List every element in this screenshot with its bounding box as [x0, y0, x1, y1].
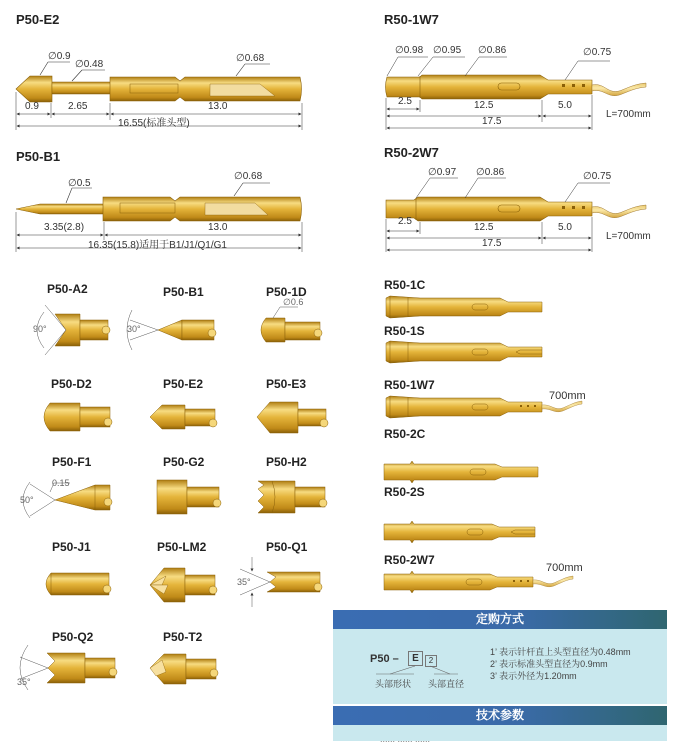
p50-e2-len-total: 16.55(标准头型) [118, 118, 190, 129]
tip-1d-diameter: ∅0.6 [283, 297, 304, 307]
r50-2w7-title: R50-2W7 [384, 145, 439, 160]
r50-2w7-dia-3: ∅0.75 [583, 171, 612, 182]
p50-b1-len-total: 16.35(15.8)适用于B1/J1/Q1/G1 [88, 240, 227, 251]
receptacle-title-2s: R50-2S [384, 485, 425, 499]
r50-1w7-title: R50-1W7 [384, 12, 439, 27]
r50-2w7-len-3: 5.0 [558, 222, 572, 233]
order-note-2: 2’ 表示标准头型直径为0.9mm [490, 659, 608, 669]
receptacle-1w7-wire-length: 700mm [549, 390, 586, 402]
order-label-diameter: 头部直径 [428, 679, 465, 689]
tip-title-b1: P50-B1 [163, 285, 204, 299]
r50-1w7-dia-2: ∅0.95 [433, 45, 462, 56]
r50-1w7-len-total: 17.5 [482, 116, 502, 127]
receptacle-2c-drawing [370, 455, 570, 485]
tip-lm2-drawing [140, 558, 230, 608]
tip-title-e3: P50-E3 [266, 377, 307, 391]
order-note-3: 3’ 表示外径为1.20mm [490, 671, 577, 681]
p50-b1-dia-plunger: ∅0.5 [68, 178, 91, 189]
tip-a2-angle: 90° [33, 324, 47, 334]
receptacle-title-1c: R50-1C [384, 278, 426, 292]
r50-2w7-len-total: 17.5 [482, 238, 502, 249]
tip-h2-drawing [250, 475, 335, 525]
p50-e2-len-head: 0.9 [25, 101, 39, 112]
order-code-prefix: P50 – [370, 653, 399, 665]
order-code-shape-box: E [408, 651, 423, 666]
tip-title-g2: P50-G2 [163, 455, 205, 469]
tip-g2-drawing [150, 475, 230, 525]
r50-1w7-dia-4: ∅0.75 [583, 47, 612, 58]
p50-e2-dia-head: ∅0.9 [48, 51, 71, 62]
receptacle-2s-drawing [370, 515, 570, 545]
p50-e2-title: P50-E2 [16, 12, 60, 27]
tip-j1-drawing [35, 565, 115, 605]
order-code-leaders [330, 600, 470, 680]
r50-1w7-wire-length: L=700mm [606, 109, 651, 120]
tip-q2-angle: 35° [17, 677, 31, 687]
p50-b1-title: P50-B1 [16, 149, 61, 164]
tip-title-q1: P50-Q1 [266, 540, 308, 554]
receptacle-2w7-wire-length: 700mm [546, 562, 583, 574]
r50-2w7-len-1: 2.5 [398, 216, 412, 227]
tip-title-d2: P50-D2 [51, 377, 92, 391]
r50-1w7-len-3: 5.0 [558, 100, 572, 111]
tip-1d-drawing [240, 300, 330, 360]
r50-2w7-drawing [370, 140, 687, 270]
tip-b1-angle: 30° [127, 324, 141, 334]
receptacle-title-1w7: R50-1W7 [384, 378, 435, 392]
ordering-header: 定购方式 [333, 610, 667, 629]
order-code-dia-box: 2 [425, 655, 437, 667]
r50-2w7-len-2: 12.5 [474, 222, 494, 233]
p50-b1-len-plunger: 3.35(2.8) [44, 222, 85, 233]
receptacle-title-2c: R50-2C [384, 427, 426, 441]
tip-title-h2: P50-H2 [266, 455, 307, 469]
p50-b1-len-barrel: 13.0 [208, 222, 228, 233]
p50-e2-dia-barrel: ∅0.68 [236, 53, 265, 64]
tip-e2-drawing [140, 395, 230, 445]
p50-e2-len-barrel: 13.0 [208, 101, 228, 112]
tip-title-j1: P50-J1 [52, 540, 91, 554]
r50-2w7-dia-1: ∅0.97 [428, 167, 457, 178]
tip-title-lm2: P50-LM2 [157, 540, 207, 554]
tip-title-t2: P50-T2 [163, 630, 203, 644]
r50-1w7-len-1: 2.5 [398, 96, 412, 107]
p50-e2-len-plunger: 2.65 [68, 101, 88, 112]
p50-e2-dia-plunger: ∅0.48 [75, 59, 104, 70]
receptacle-1c-drawing [370, 290, 570, 320]
tip-title-a2: P50-A2 [47, 282, 88, 296]
tip-q2-drawing [10, 650, 120, 700]
tech-params-partial-row: ...... ...... ...... [380, 734, 431, 744]
order-note-1: 1’ 表示针杆直上头型直径为0.48mm [490, 647, 631, 657]
tip-a2-drawing [0, 300, 120, 360]
tip-title-1d: P50-1D [266, 285, 307, 299]
tip-title-e2: P50-E2 [163, 377, 204, 391]
p50-b1-dia-barrel: ∅0.68 [234, 171, 263, 182]
tech-params-header: 技术参数 [333, 706, 667, 725]
tip-e3-drawing [245, 395, 335, 445]
tip-title-q2: P50-Q2 [52, 630, 94, 644]
tip-q1-angle: 35° [237, 577, 251, 587]
tip-title-f1: P50-F1 [52, 455, 92, 469]
receptacle-1s-drawing [370, 335, 570, 365]
r50-1w7-dia-1: ∅0.98 [395, 45, 424, 56]
r50-2w7-dia-2: ∅0.86 [476, 167, 505, 178]
tip-t2-drawing [140, 650, 230, 700]
r50-1w7-len-2: 12.5 [474, 100, 494, 111]
order-label-shape: 头部形状 [375, 679, 412, 689]
r50-2w7-wire-length: L=700mm [606, 231, 651, 242]
tip-f1-width: 0.15 [52, 478, 70, 488]
tip-d2-drawing [30, 395, 120, 445]
receptacle-title-1s: R50-1S [384, 324, 425, 338]
tip-f1-angle: 50° [20, 495, 34, 505]
r50-1w7-dia-3: ∅0.86 [478, 45, 507, 56]
receptacle-title-2w7: R50-2W7 [384, 553, 435, 567]
